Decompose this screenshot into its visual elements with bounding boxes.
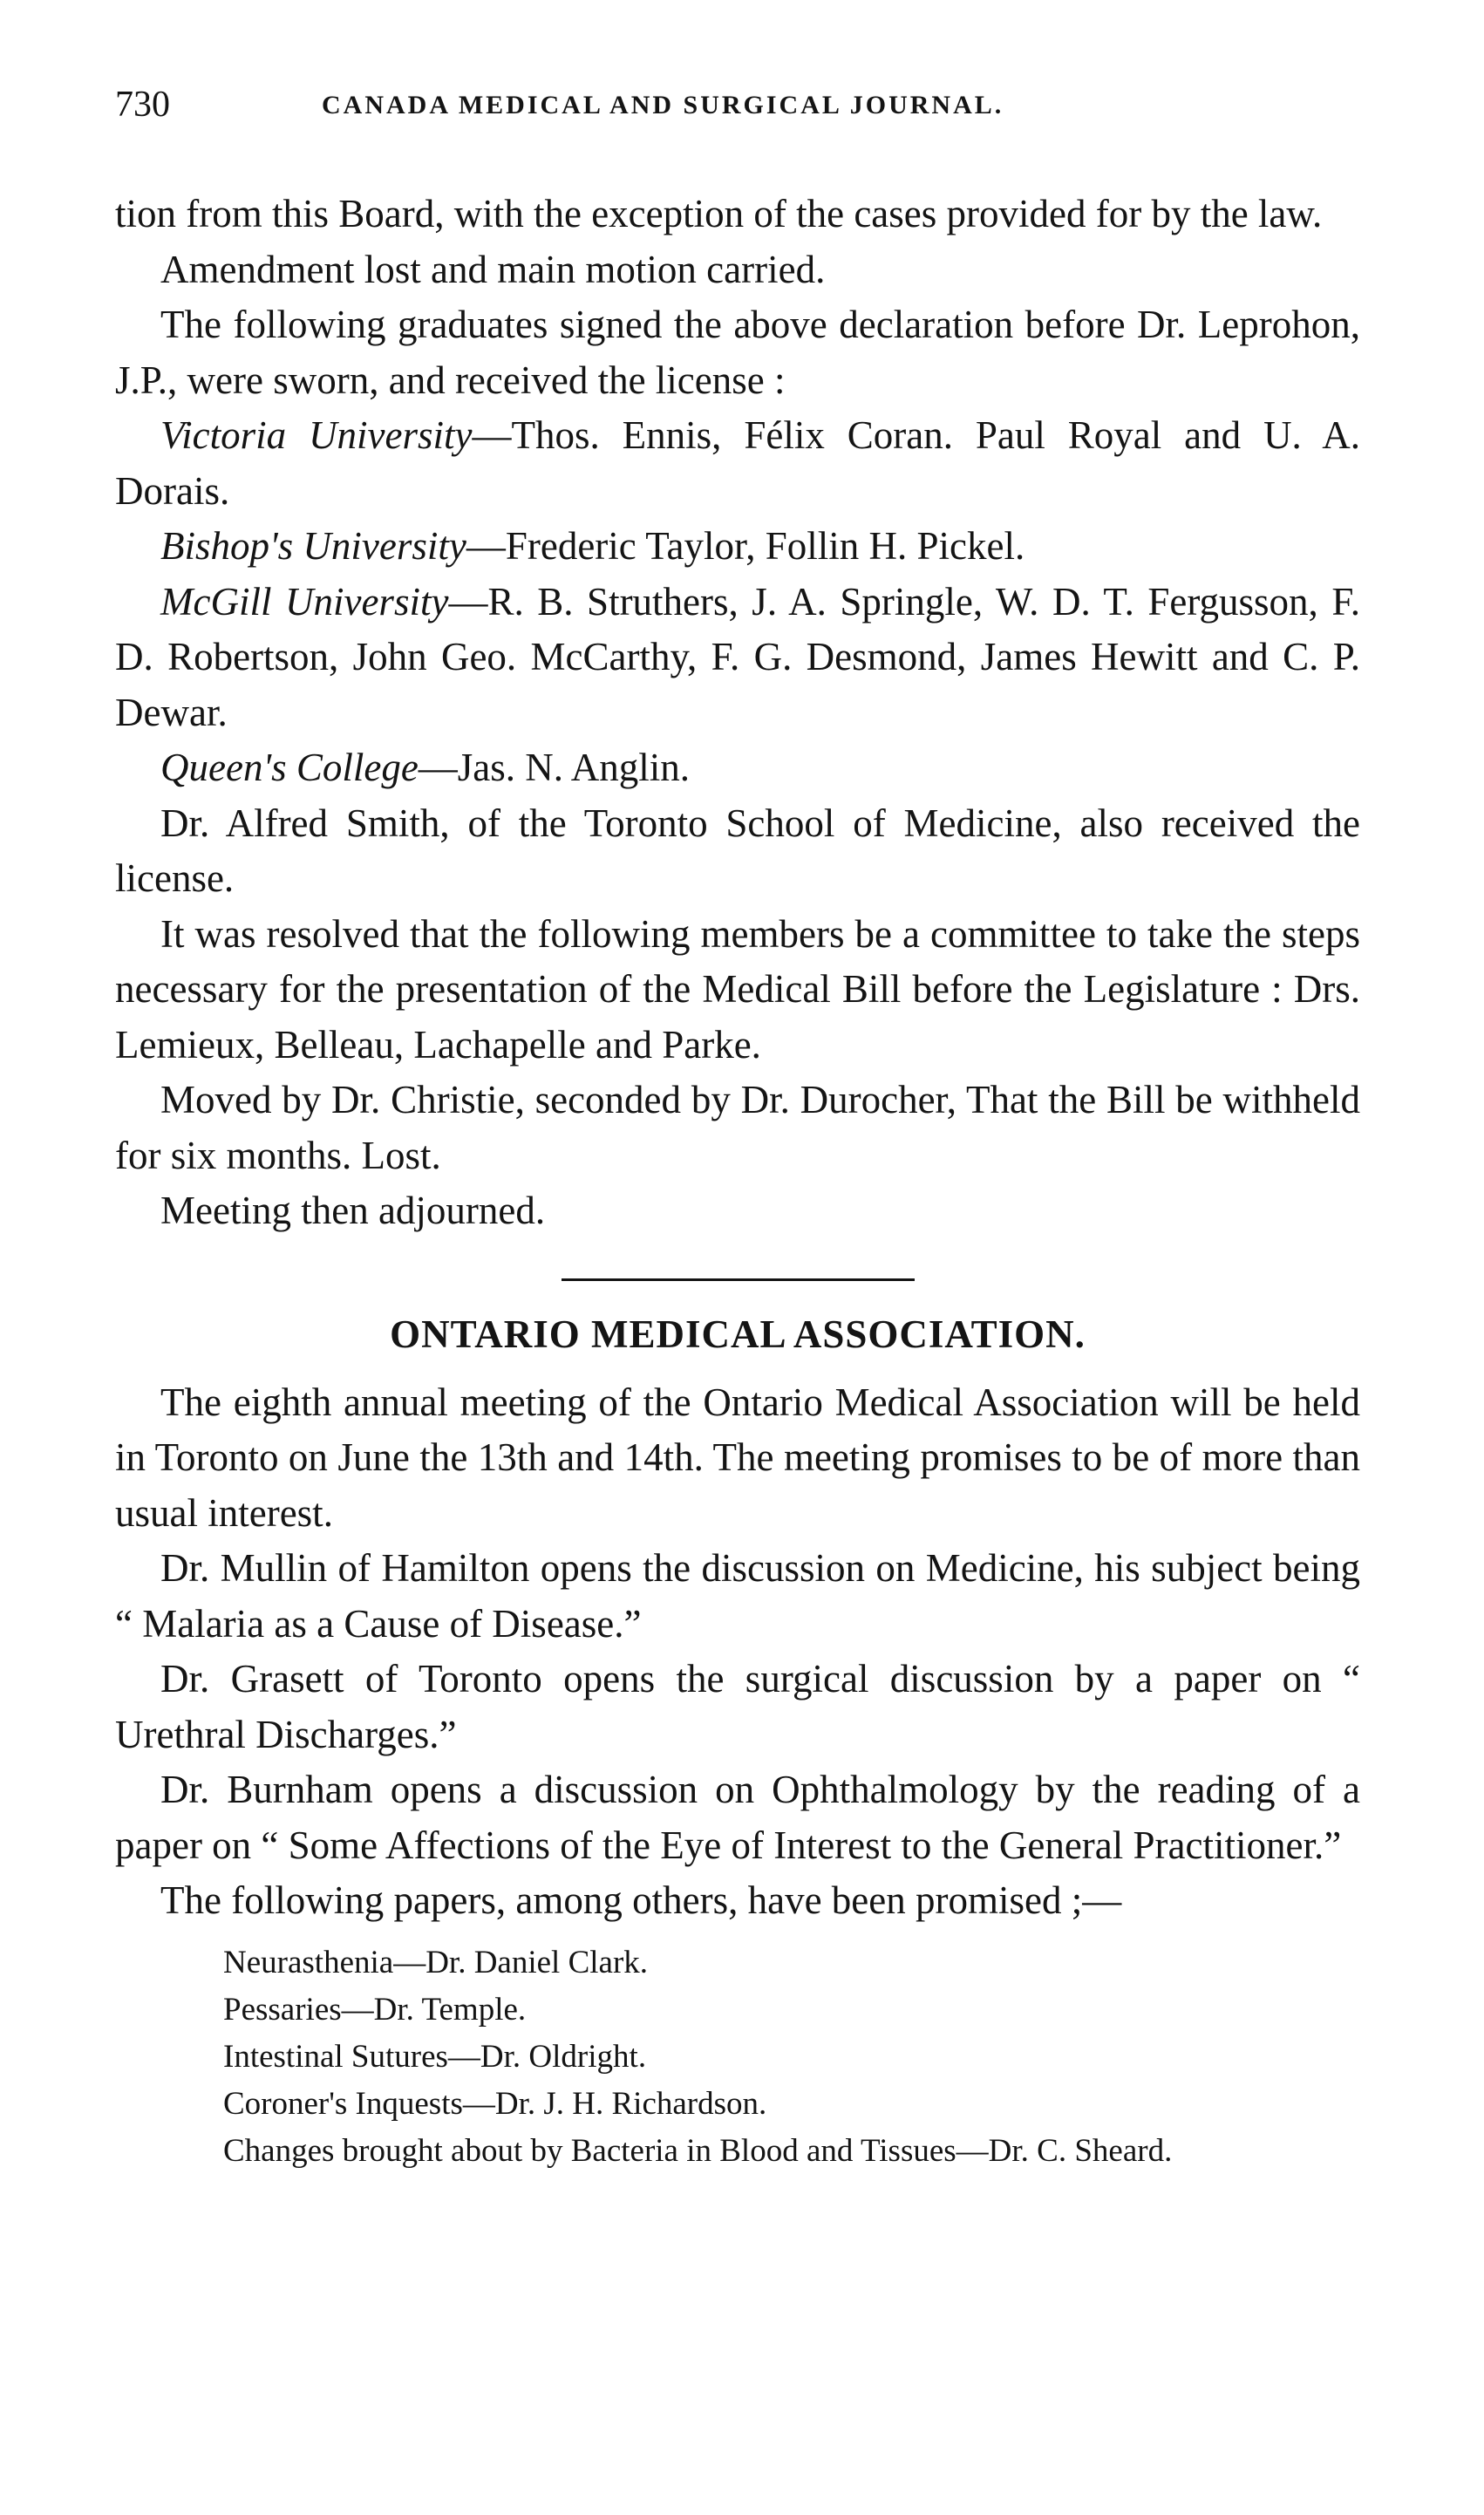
running-head <box>115 84 1360 136</box>
paragraph-medicine: Dr. Mullin of Hamilton opens the discussion on Medicine, his subject being “ Malaria as a Cause of Disease.” <box>115 1546 1360 1646</box>
paragraph-continuation: tion from this Board, with the exception of the cases provided for by the law. <box>115 192 1323 235</box>
paragraph-surgery: Dr. Grasett of Toronto opens the surgical discussion by a paper on “ Urethral Discharges.” <box>115 1657 1360 1756</box>
journal-page <box>115 84 1360 2175</box>
graduates-queens <box>115 740 1360 796</box>
graduate-names: —Jas. N. Anglin. <box>418 746 691 789</box>
graduates-victoria <box>115 408 1360 519</box>
paragraph-annual-meeting: The eighth annual meeting of the Ontario Medical Association will be held in Toronto on June the 13th and 14th. The meeting promises to be of more than usual interest. <box>115 1380 1360 1535</box>
graduates-bishops <box>115 519 1360 575</box>
section-heading: ONTARIO MEDICAL ASSOCIATION. <box>390 1312 1086 1356</box>
university-label: Victoria University <box>160 413 473 457</box>
graduate-names: —R. B. Struthers, J. A. Springle, W. D. T. Fergusson, F. D. Robertson, John Geo. McCarthy, F. G. Desmond, James Hewitt and C. P. Dewar. <box>115 579 1360 734</box>
page-number: 730 <box>115 85 170 125</box>
paragraph-amendment: Amendment lost and main motion carried. <box>160 247 826 291</box>
paragraph-motion: Moved by Dr. Christie, seconded by Dr. Durocher, That the Bill be withheld for six months. Lost. <box>115 1078 1360 1177</box>
university-label: McGill University <box>160 579 449 624</box>
graduate-names: —Frederic Taylor, Follin H. Pickel. <box>466 524 1025 568</box>
list-item: Intestinal Sutures—Dr. Oldright. <box>223 2038 647 2075</box>
paragraph-committee: It was resolved that the following members be a committee to take the steps necessary for the presentation of the Medical Bill before the Legislature : Drs. Lemieux, Belleau, Lachapelle and Parke. <box>115 911 1360 1067</box>
meeting-minutes <box>115 187 1360 1239</box>
university-label: Queen's College <box>160 746 419 789</box>
list-item: Changes brought about by Bacteria in Blood and Tissues—Dr. C. Sheard. <box>223 2132 1173 2169</box>
graduate-names: —Thos. Ennis, Félix Coran. Paul Royal and U. A. Dorais. <box>115 413 1360 513</box>
paragraph-alfred-smith: Dr. Alfred Smith, of the Toronto School of Medicine, also received the license. <box>115 801 1360 900</box>
paragraph-papers-intro: The following papers, among others, have been promised ;— <box>160 1878 1122 1922</box>
list-item: Pessaries—Dr. Temple. <box>223 1991 527 2028</box>
journal-title: CANADA MEDICAL AND SURGICAL JOURNAL. <box>322 91 1004 119</box>
ontario-association-notice <box>115 1375 1360 1929</box>
paragraph-adjourned: Meeting then adjourned. <box>160 1189 546 1232</box>
section-divider <box>562 1278 915 1281</box>
paragraph-graduates: The following graduates signed the above declaration before Dr. Leprohon, J.P., were sworn, and received the license : <box>115 303 1360 402</box>
list-item: Coroner's Inquests—Dr. J. H. Richardson. <box>223 2085 767 2122</box>
paragraph-ophthalmology: Dr. Burnham opens a discussion on Ophthalmology by the reading of a paper on “ Some Affections of the Eye of Interest to the General Practitioner.” <box>115 1768 1360 1867</box>
graduates-mcgill <box>115 575 1360 741</box>
papers-list <box>115 1939 1360 2175</box>
university-label: Bishop's University <box>160 524 466 568</box>
list-item: Neurasthenia—Dr. Daniel Clark. <box>223 1944 649 1980</box>
